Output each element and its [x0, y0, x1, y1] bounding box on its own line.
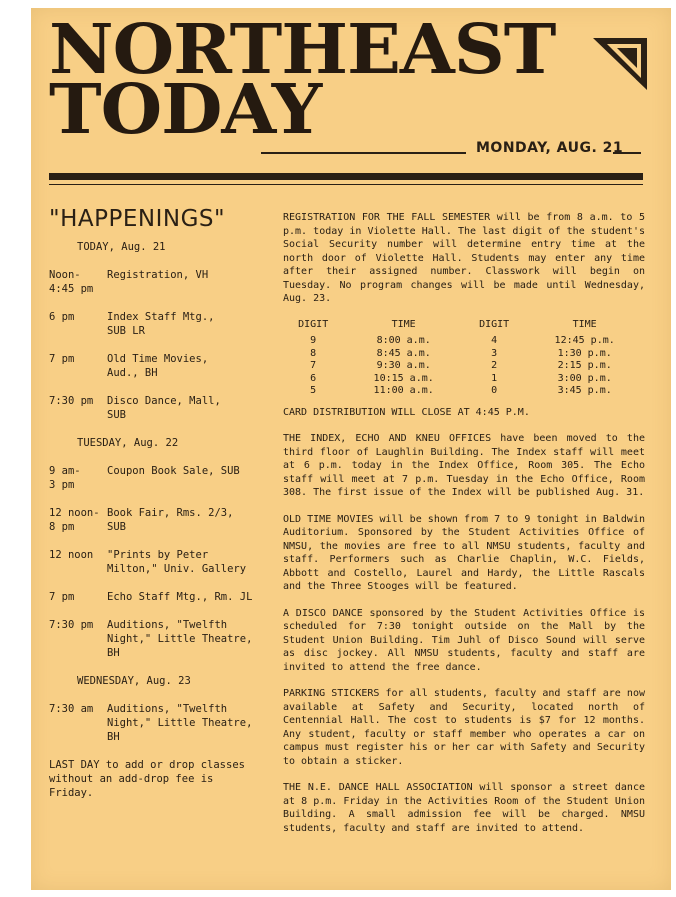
masthead-line-1: NORTHEAST: [49, 10, 556, 90]
article-parking-stickers: PARKING STICKERS for all students, faculty and staff are now available at Safety and Security, located north of Centennial Hall. The cost to students is $7 for 12 months. Any student, faculty or staff member who operates a car on campus must register his or her car with Safety and Security to obtain a sticker.: [283, 688, 645, 767]
event-time: 12 noon: [49, 549, 94, 561]
article-index-echo-offices: THE INDEX, ECHO AND KNEU OFFICES have been moved to the third floor of Laughlin Building. The Index staff will meet at 6 p.m. today in the Index Office, Room 305. The Echo staff will meet at 7 p.m. Tuesday in the Echo Office, Room 308. The first issue of the Index will be published Aug. 31.: [283, 433, 645, 498]
event-time: 7 pm: [49, 591, 75, 603]
event-time: Noon- 4:45 pm: [49, 269, 94, 295]
event-description: Disco Dance, Mall, SUB: [107, 395, 221, 421]
event-item: [49, 548, 264, 576]
table-cell: 4: [491, 335, 498, 346]
happenings-column: [49, 240, 264, 800]
table-cell: 2: [491, 360, 498, 371]
table-cell: 8:00 a.m.: [376, 335, 431, 346]
day-heading-wednesday: WEDNESDAY, Aug. 23: [77, 675, 191, 687]
event-description: Registration, VH: [107, 269, 209, 281]
table-row: [283, 348, 645, 361]
event-time: 7 pm: [49, 353, 75, 365]
masthead: [49, 10, 556, 150]
table-row: [283, 385, 645, 398]
add-drop-notice: LAST DAY to add or drop classes without an add-drop fee is Friday.: [49, 759, 245, 799]
table-cell: 0: [491, 385, 498, 396]
event-item: [49, 394, 264, 422]
event-description: Echo Staff Mtg., Rm. JL: [107, 591, 253, 603]
table-cell: 7: [310, 360, 317, 371]
article-street-dance: THE N.E. DANCE HALL ASSOCIATION will sponsor a street dance at 8 p.m. Friday in the Activities Room of the Student Union Building. A small admission fee will be charged. NMSU students, faculty and staff are invited to attend.: [283, 782, 645, 834]
event-item: [49, 310, 264, 338]
event-description: Auditions, "Twelfth Night," Little Theatre, BH: [107, 703, 253, 743]
table-row: [283, 373, 645, 386]
issue-date: MONDAY, AUG. 21: [476, 140, 624, 156]
event-item: [49, 618, 264, 660]
event-time: 9 am- 3 pm: [49, 465, 81, 491]
registration-schedule-table: [283, 319, 645, 398]
column-header: TIME: [572, 318, 597, 330]
table-cell: 3: [491, 347, 498, 359]
table-cell: 1:30 p.m.: [557, 347, 612, 359]
event-item: [49, 464, 264, 492]
event-time: 7:30 pm: [49, 619, 94, 631]
event-description: Book Fair, Rms. 2/3, SUB: [107, 507, 234, 533]
date-rule-left: [261, 152, 466, 154]
column-header: DIGIT: [479, 318, 510, 330]
table-cell: 2:15 p.m.: [557, 360, 612, 371]
table-cell: 5: [310, 385, 317, 396]
day-heading-tuesday: TUESDAY, Aug. 22: [77, 437, 179, 449]
table-cell: 1: [491, 372, 498, 384]
event-description: Coupon Book Sale, SUB: [107, 465, 240, 477]
table-cell: 9:30 a.m.: [376, 360, 431, 371]
table-cell: 12:45 p.m.: [554, 335, 615, 346]
masthead-thick-rule: [49, 173, 643, 180]
table-header-row: [283, 319, 645, 336]
event-description: "Prints by Peter Milton," Univ. Gallery: [107, 549, 247, 575]
table-cell: 8:45 a.m.: [376, 347, 431, 359]
table-row: [283, 360, 645, 373]
table-row: [283, 335, 645, 348]
column-header: DIGIT: [298, 318, 329, 330]
corner-arrow-logo: [591, 34, 649, 92]
happenings-title: "HAPPENINGS": [49, 206, 226, 232]
event-time: 6 pm: [49, 311, 75, 323]
table-cell: 10:15 a.m.: [373, 372, 434, 384]
event-item: [49, 702, 264, 744]
column-header: TIME: [391, 318, 416, 330]
table-cell: 3:45 p.m.: [557, 385, 612, 396]
masthead-line-2: TODAY: [49, 70, 322, 150]
event-time: 7:30 am: [49, 703, 94, 715]
date-rule-right: [613, 152, 641, 154]
event-time: 12 noon- 8 pm: [49, 507, 100, 533]
table-cell: 9: [310, 335, 317, 346]
event-description: Index Staff Mtg., SUB LR: [107, 311, 215, 337]
event-description: Old Time Movies, Aud., BH: [107, 353, 209, 379]
event-description: Auditions, "Twelfth Night," Little Theatre, BH: [107, 619, 253, 659]
event-item: [49, 268, 264, 296]
table-cell: 6: [310, 372, 317, 384]
table-cell: 11:00 a.m.: [373, 385, 434, 396]
masthead-thin-rule: [49, 184, 643, 185]
event-item: [49, 352, 264, 380]
announcements-column: [283, 211, 645, 848]
article-old-time-movies: OLD TIME MOVIES will be shown from 7 to 9 tonight in Baldwin Auditorium. Sponsored by the Student Activities Office of NMSU, the movies are free to all NMSU students, faculty and staff. Performers such as Charlie Chaplin, W.C. Fields, Abbott and Costello, Laurel and Hardy, the Little Rascals and the Three Stooges will be featured.: [283, 513, 645, 592]
article-card-distribution: CARD DISTRIBUTION WILL CLOSE AT 4:45 P.M.: [283, 406, 530, 418]
event-item: [49, 590, 264, 604]
article-disco-dance: A DISCO DANCE sponsored by the Student Activities Office is scheduled for 7:30 tonight outside on the Mall by the Student Union Building. Tim Juhl of Disco Sound will serve as disc jockey. All NMSU students, faculty and staff are invited to attend the free dance.: [283, 607, 645, 673]
event-item: [49, 506, 264, 534]
table-cell: 3:00 p.m.: [557, 372, 612, 384]
article-registration: REGISTRATION FOR THE FALL SEMESTER will be from 8 a.m. to 5 p.m. today in Violette Hall. The last digit of the student's Social Security number will determine entry time at the north door of Violette Hall. Students may enter any time after their assigned number. Classwork will begin on Tuesday. No program changes will be made until Wednesday, Aug. 23.: [283, 212, 645, 304]
table-cell: 8: [310, 347, 317, 359]
event-time: 7:30 pm: [49, 395, 94, 407]
day-heading-today: TODAY, Aug. 21: [77, 241, 166, 253]
newsletter-page: [31, 8, 671, 890]
